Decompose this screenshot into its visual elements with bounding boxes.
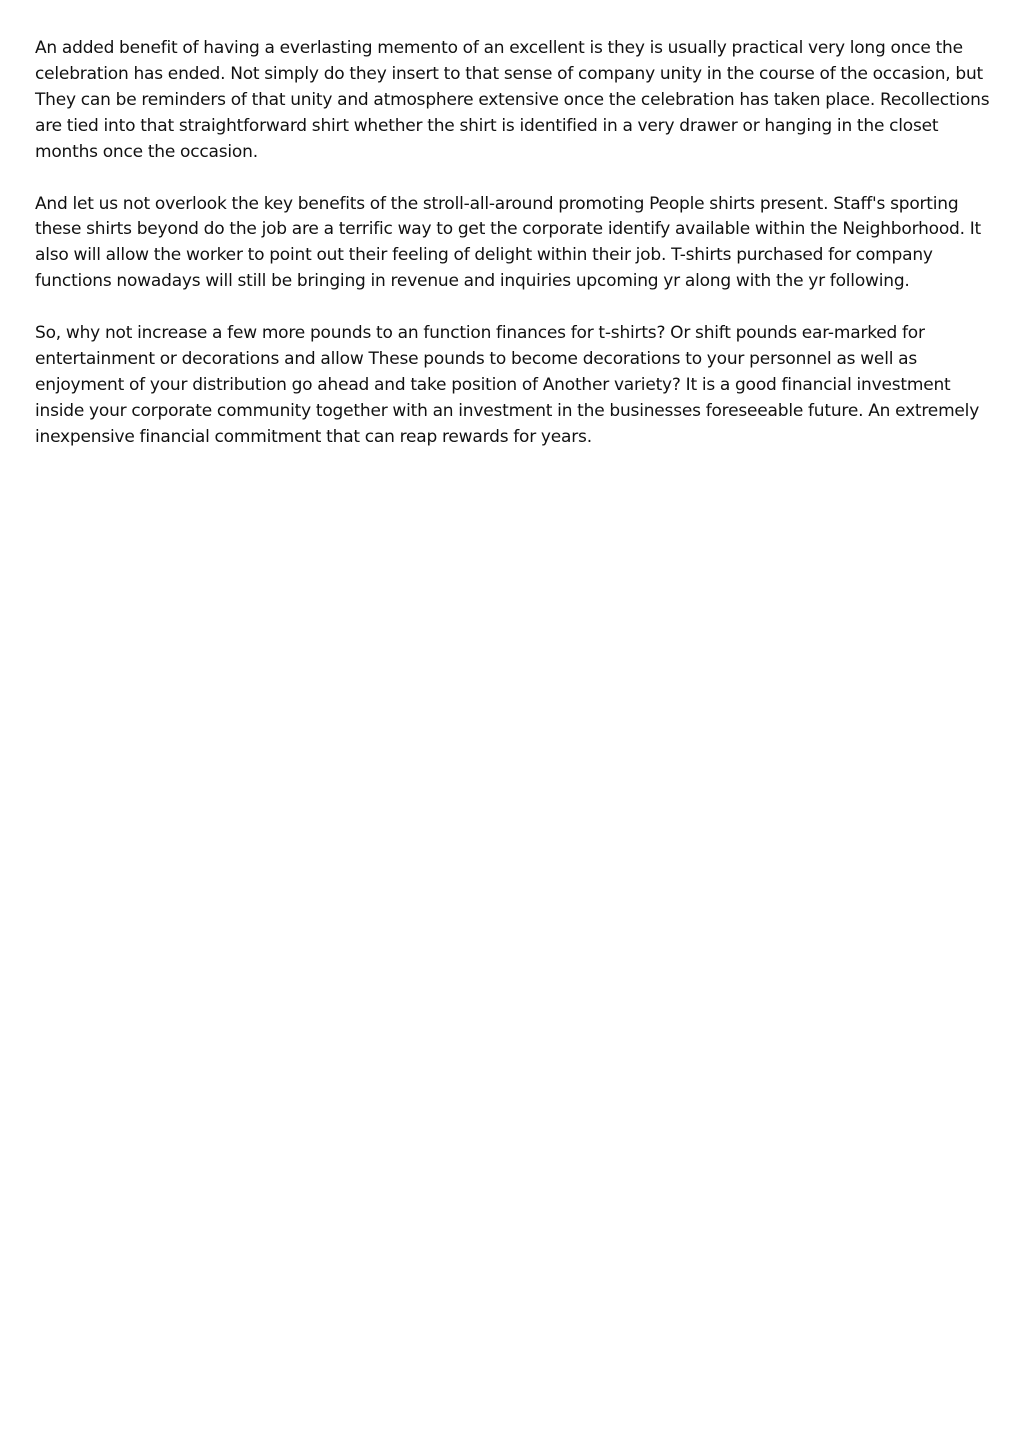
paragraph-2: And let us not overlook the key benefits of the stroll-all-around promoting People shirts present. Staff's sporting these shirts beyond do the job are a terrific way to get the corporate identify available within the Neighborhood. It also will allow the worker to point out their feeling of delight within their job. T-shirts purchased for company functions nowadays will still be bringing in revenue and inquiries upcoming yr along with the yr following. [35, 193, 982, 292]
paragraph-1: An added benefit of having a everlasting memento of an excellent is they is usually practical very long once the celebration has ended. Not simply do they insert to that sense of company unity in the course of the occasion, but They can be reminders of that unity and atmosphere extensive once the celebration has taken place. Recollections are tied into that straightforward shirt whether the shirt is identified in a very drawer or hanging in the closet months once the occasion. [35, 38, 990, 162]
paragraph-3: So, why not increase a few more pounds to an function finances for t-shirts? Or shift pounds ear-marked for entertainment or decorations and allow These pounds to become decorations to your personnel as well as enjoyment of your distribution go ahead and take position of Another variety? It is a good financial investment inside your corporate community together with an investment in the businesses foreseeable future. An extremely inexpensive financial commitment that can reap rewards for years. [35, 323, 980, 447]
